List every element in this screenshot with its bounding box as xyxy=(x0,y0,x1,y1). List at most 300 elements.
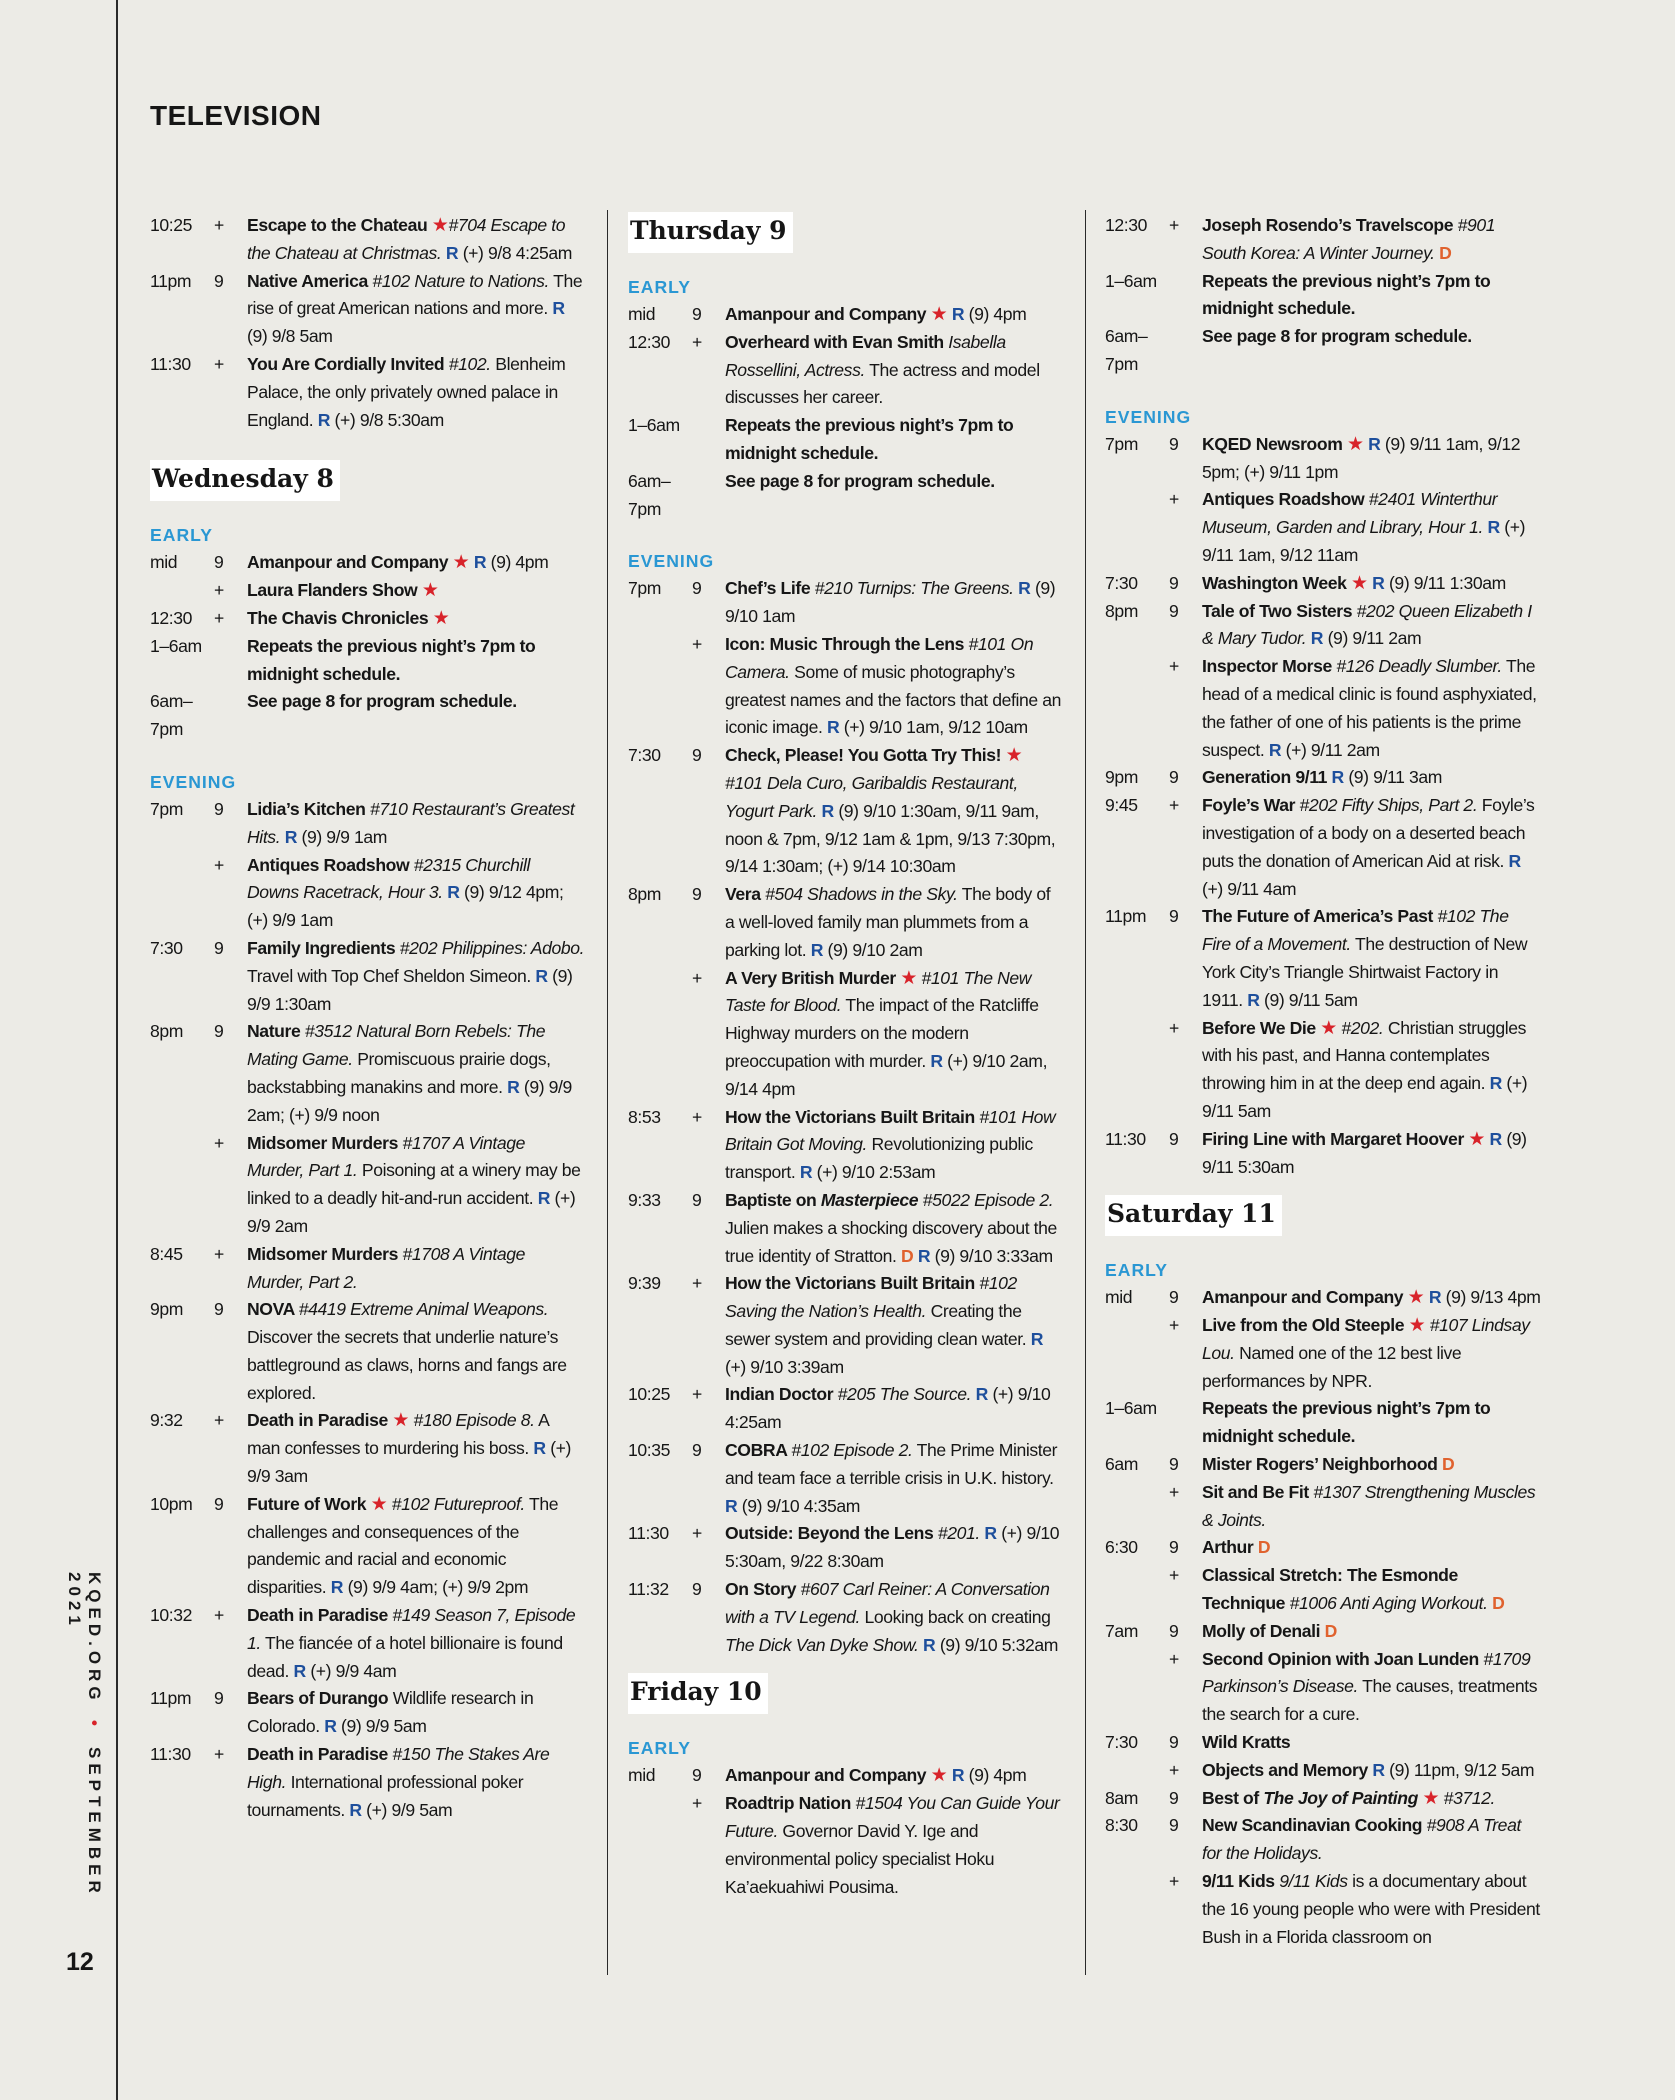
schedule-entry xyxy=(628,329,1064,412)
schedule-entry xyxy=(1105,212,1541,268)
program-description xyxy=(725,1187,1064,1270)
schedule-entry xyxy=(628,1104,1064,1187)
air-time: 10:25 xyxy=(628,1384,671,1405)
program-title: Antiques Roadshow xyxy=(247,854,414,875)
star-icon: ★ xyxy=(431,215,449,236)
rerun-badge: R xyxy=(1018,578,1031,599)
schedule-entry xyxy=(628,1790,1064,1901)
rerun-badge: R xyxy=(330,1577,344,1598)
episode-title: #1504 You Can Guide Your Future. xyxy=(725,1793,1060,1842)
program-title: New Scandinavian Cooking xyxy=(1202,1815,1427,1836)
description-text: (9) 9/11 1am, 9/12 5pm; (+) 9/11 1pm xyxy=(1202,433,1521,482)
schedule-entry xyxy=(628,1381,1064,1437)
channel: 9 xyxy=(1169,572,1179,593)
episode-title: #102 The Fire of a Movement. xyxy=(1202,906,1509,955)
program-title: Escape to the Chateau xyxy=(247,215,432,235)
program-description xyxy=(1202,903,1541,1014)
rerun-badge: R xyxy=(799,1162,813,1183)
description-text: (+) 9/10 3:39am xyxy=(725,1356,844,1377)
channel: 9 xyxy=(692,1440,702,1461)
star-icon: ★ xyxy=(1351,572,1368,594)
channel: 9 xyxy=(692,1765,702,1786)
program-description xyxy=(1202,431,1541,487)
schedule-column-3 xyxy=(1105,212,1541,1951)
program-description xyxy=(725,1762,1064,1790)
description-text: (9) 9/9 5am xyxy=(336,1716,427,1737)
program-title: Bears of Durango xyxy=(247,1688,393,1709)
episode-title: #2315 Churchill Downs Racetrack, Hour 3. xyxy=(247,854,531,903)
program-description xyxy=(247,852,586,935)
channel: + xyxy=(1169,489,1179,510)
program-description xyxy=(1202,1785,1541,1813)
program-title: Amanpour and Company xyxy=(725,304,931,324)
spacer xyxy=(628,1659,1064,1673)
description-text: (9) 9/11 5:30am xyxy=(1202,1128,1527,1177)
description-text: (+) 9/10 1am, 9/12 10am xyxy=(839,717,1028,738)
episode-title: #107 Lindsay Lou. xyxy=(1202,1315,1530,1363)
schedule-entry xyxy=(1105,1015,1541,1126)
program-description xyxy=(725,965,1064,1104)
program-title: Joseph Rosendo’s Travelscope xyxy=(1202,215,1458,235)
schedule-entry xyxy=(1105,653,1541,764)
channel: 9 xyxy=(692,578,702,599)
description-text: A man confesses to murdering his boss. xyxy=(247,1410,549,1459)
channel: + xyxy=(214,353,224,374)
episode-title: #149 Season 7, Episode 1. xyxy=(247,1605,576,1653)
program-title: The Future of America’s Past xyxy=(1202,906,1438,927)
channel: 9 xyxy=(1169,1287,1179,1308)
air-time xyxy=(1105,653,1169,764)
channel: 9 xyxy=(1169,1537,1179,1558)
program-description xyxy=(247,1407,586,1490)
star-icon: ★ xyxy=(1346,433,1364,455)
air-time: 1–6am xyxy=(150,635,202,656)
schedule-column-1 xyxy=(150,212,586,1824)
air-time: 7:30 xyxy=(1105,572,1138,593)
air-time: 8:45 xyxy=(150,1243,183,1264)
description-text: (+) 9/10 4:25am xyxy=(725,1384,1051,1433)
channel: + xyxy=(1169,215,1179,235)
channel: + xyxy=(214,1605,224,1626)
schedule-entry xyxy=(1105,1534,1541,1562)
episode-title: #180 Episode 8. xyxy=(408,1410,535,1431)
channel: 9 xyxy=(1169,1454,1179,1475)
description-text: The Prime Minister and team face a terrible crisis in U.K. history. xyxy=(725,1440,1058,1488)
spacer xyxy=(628,523,1064,549)
rerun-badge: R xyxy=(810,939,824,960)
rerun-badge: R xyxy=(445,242,459,263)
program-title: Death in Paradise xyxy=(247,1744,393,1765)
channel xyxy=(214,688,247,744)
program-title: Generation 9/11 xyxy=(1202,767,1332,788)
air-time: 6am xyxy=(1105,1454,1139,1475)
rerun-badge: R xyxy=(1508,850,1521,871)
description-text: (+) 9/10 2am, 9/14 4pm xyxy=(725,1050,1048,1099)
program-title: KQED Newsroom xyxy=(1202,433,1347,454)
channel: 9 xyxy=(1169,1815,1179,1836)
column-divider xyxy=(1085,210,1086,1975)
schedule-entry xyxy=(628,742,1064,881)
rerun-badge: R xyxy=(1030,1328,1044,1349)
schedule-entry xyxy=(1105,598,1541,654)
schedule-entry xyxy=(150,1741,586,1824)
program-description xyxy=(1202,1126,1541,1182)
rerun-badge: R xyxy=(317,409,331,430)
rerun-badge: R xyxy=(552,298,565,319)
description-text: (+) 9/11 4am xyxy=(1202,878,1297,899)
program-title: Nature xyxy=(247,1021,305,1042)
description-text: (+) 9/9 4am xyxy=(305,1660,397,1681)
air-time: 7:30 xyxy=(1105,1732,1138,1753)
program-description xyxy=(247,1685,586,1741)
described-badge: D xyxy=(1439,242,1452,263)
program-description xyxy=(725,412,1064,468)
schedule-entry xyxy=(628,1187,1064,1270)
episode-title: #901 South Korea: A Winter Journey. xyxy=(1202,215,1496,263)
schedule-entry xyxy=(1105,1868,1541,1951)
episode-title: #5022 Episode 2. xyxy=(918,1189,1054,1210)
schedule-column-2 xyxy=(628,212,1064,1901)
channel: 9 xyxy=(692,745,702,766)
program-title: Roadtrip Nation xyxy=(725,1793,856,1814)
rerun-badge: R xyxy=(1489,1128,1502,1149)
program-description xyxy=(247,1018,586,1129)
program-title: Future of Work xyxy=(247,1493,371,1514)
air-time xyxy=(1105,1868,1169,1951)
folio-site: KQED.ORG xyxy=(85,1572,104,1705)
description-text: (9) 9/9 4am; (+) 9/9 2pm xyxy=(343,1577,529,1598)
description-text: The body of a well-loved family man plummets from a parking lot. xyxy=(725,884,1051,960)
schedule-entry xyxy=(150,212,586,268)
program-description xyxy=(247,577,586,605)
description-text: The fiancée of a hotel billionaire is found dead. xyxy=(247,1632,563,1681)
description-text: (9) 9/10 3:33am xyxy=(930,1245,1053,1266)
episode-title: #202 Philippines: Adobo. xyxy=(399,937,585,958)
rerun-badge: R xyxy=(923,1634,936,1655)
air-time xyxy=(150,852,214,935)
described-badge: D xyxy=(1257,1537,1271,1558)
air-time: 6am–7pm xyxy=(150,691,193,740)
star-icon: ★ xyxy=(392,1410,409,1432)
program-title: Amanpour and Company xyxy=(247,552,453,573)
program-description xyxy=(725,301,1064,329)
air-time: 10:32 xyxy=(150,1605,193,1626)
channel: 9 xyxy=(1169,433,1179,454)
program-description xyxy=(247,688,586,744)
channel xyxy=(692,468,725,524)
description-text: (+) 9/9 3am xyxy=(247,1438,571,1487)
program-description xyxy=(247,1130,586,1241)
program-title: Firing Line with Margaret Hoover xyxy=(1202,1128,1469,1149)
described-badge: D xyxy=(1324,1620,1337,1641)
episode-title: #704 Escape to the Chateau at Christmas. xyxy=(247,215,566,263)
description-text: Revolutionizing public transport. xyxy=(725,1134,1033,1183)
schedule-entry xyxy=(1105,323,1541,379)
description-text: (9) 9/9 2am; (+) 9/9 noon xyxy=(247,1076,572,1125)
channel xyxy=(1169,323,1202,379)
channel: + xyxy=(214,1410,224,1431)
episode-title: #101 The New Taste for Blood. xyxy=(725,967,1032,1016)
channel: + xyxy=(1169,1315,1179,1336)
channel: 9 xyxy=(1169,906,1179,927)
air-time: 9pm xyxy=(150,1299,184,1320)
description-text: Looking back on creating xyxy=(860,1606,1051,1627)
schedule-entry xyxy=(628,1576,1064,1659)
rerun-badge: R xyxy=(930,1050,943,1071)
program-title: The Joy of Painting xyxy=(1263,1787,1418,1808)
program-title: How the Victorians Built Britain xyxy=(725,1273,980,1294)
air-time xyxy=(150,1130,214,1241)
episode-title: #102. xyxy=(448,353,491,374)
program-title: Inspector Morse xyxy=(1202,656,1337,677)
program-title: Repeats the previous night’s 7pm to midnight schedule. xyxy=(247,635,536,684)
channel: + xyxy=(214,1243,224,1264)
schedule-entry xyxy=(1105,1618,1541,1646)
program-title: See page 8 for program schedule. xyxy=(1202,326,1472,347)
description-text: The actress and model discusses her career. xyxy=(725,359,1040,408)
air-time xyxy=(1105,1312,1169,1395)
program-title: Second Opinion with Joan Lunden xyxy=(1202,1648,1484,1669)
channel: 9 xyxy=(692,304,702,324)
air-time xyxy=(1105,1015,1169,1126)
air-time xyxy=(1105,1757,1169,1785)
program-description xyxy=(247,605,586,633)
episode-title: #202 Queen Elizabeth I & Mary Tudor. xyxy=(1202,600,1532,649)
rerun-badge: R xyxy=(975,1384,988,1405)
program-description xyxy=(1202,1015,1541,1126)
description-text: Travel with Top Chef Sheldon Simeon. xyxy=(247,965,536,986)
episode-title: #102 Saving the Nation’s Health. xyxy=(725,1273,1017,1322)
air-time: 8am xyxy=(1105,1787,1139,1808)
program-description xyxy=(247,633,586,689)
rerun-badge: R xyxy=(1268,739,1282,760)
rerun-badge: R xyxy=(917,1245,931,1266)
episode-title: #126 Deadly Slumber. xyxy=(1336,656,1502,677)
spacer xyxy=(150,744,586,770)
description-text: The impact of the Ratcliffe Highway murders on the modern preoccupation with murder. xyxy=(725,995,1039,1071)
air-time xyxy=(1105,1646,1169,1729)
star-icon: ★ xyxy=(930,304,948,325)
program-description xyxy=(725,1437,1064,1520)
episode-title: #150 The Stakes Are High. xyxy=(247,1744,550,1792)
schedule-entry xyxy=(150,1407,586,1490)
program-description xyxy=(725,575,1064,631)
schedule-entry xyxy=(150,688,586,744)
episode-title: #205 The Source. xyxy=(837,1384,972,1405)
channel: 9 xyxy=(214,1021,224,1042)
air-time xyxy=(1105,1479,1169,1535)
channel: 9 xyxy=(692,1189,702,1210)
program-title: Chef’s Life xyxy=(725,578,815,599)
program-description xyxy=(247,796,586,852)
day-heading: Wednesday 8 xyxy=(150,460,340,501)
description-text: Wildlife research in Colorado. xyxy=(247,1688,534,1737)
air-time: mid xyxy=(1105,1287,1133,1308)
program-title: Sit and Be Fit xyxy=(1202,1481,1314,1502)
description-text: (9) 9/11 1:30am xyxy=(1384,572,1506,593)
episode-title: #101 How Britain Got Moving. xyxy=(725,1106,1056,1155)
schedule-entry xyxy=(150,1296,586,1407)
program-title: Before We Die xyxy=(1202,1017,1321,1038)
rerun-badge: R xyxy=(1428,1287,1442,1308)
program-description xyxy=(1202,1395,1541,1451)
program-title: Outside: Beyond the Lens xyxy=(725,1523,938,1544)
program-description xyxy=(1202,1618,1541,1646)
spacer xyxy=(1105,1181,1541,1195)
air-time: 8pm xyxy=(150,1021,184,1042)
description-text: Julien makes a shocking discovery about the true identity of Stratton. xyxy=(725,1217,1057,1266)
description-text: (9) 9/10 1am xyxy=(725,578,1056,627)
episode-title: #202 Fifty Ships, Part 2. xyxy=(1299,795,1478,816)
channel: + xyxy=(1169,656,1179,677)
air-time: 11:30 xyxy=(150,353,191,374)
schedule-entry xyxy=(1105,486,1541,569)
program-description xyxy=(1202,212,1541,268)
channel: 9 xyxy=(692,1579,702,1600)
schedule-entry xyxy=(150,1602,586,1685)
description-text: (+) 9/9 5am xyxy=(361,1799,453,1820)
description-text: (+) 9/11 2am xyxy=(1281,739,1380,760)
day-heading: Friday 10 xyxy=(628,1673,768,1714)
rerun-badge: R xyxy=(284,826,298,847)
air-time: 6:30 xyxy=(1105,1537,1138,1558)
program-title: On Story xyxy=(725,1579,801,1600)
episode-title: #210 Turnips: The Greens. xyxy=(814,578,1014,599)
program-description xyxy=(247,212,586,268)
program-title: How the Victorians Built Britain xyxy=(725,1106,980,1127)
program-description xyxy=(1202,653,1541,764)
star-icon: ★ xyxy=(1468,1128,1486,1150)
episode-title: #1707 A Vintage Murder, Part 1. xyxy=(247,1132,525,1181)
program-title: Antiques Roadshow xyxy=(1202,489,1369,510)
description-text: Promiscuous prairie dogs, backstabbing manakins and more. xyxy=(247,1049,551,1097)
schedule-entry xyxy=(150,796,586,852)
program-title: You Are Cordially Invited xyxy=(247,353,449,374)
air-time: 8:53 xyxy=(628,1106,661,1127)
program-title: Objects and Memory xyxy=(1202,1759,1373,1780)
schedule-entry xyxy=(1105,268,1541,324)
episode-title: 9/11 Kids xyxy=(1279,1871,1348,1892)
time-block-heading: EARLY xyxy=(1105,1260,1169,1281)
channel: + xyxy=(692,331,702,352)
schedule-entry xyxy=(1105,764,1541,792)
episode-title: #101 On Camera. xyxy=(725,633,1034,682)
rerun-badge: R xyxy=(1489,1073,1502,1094)
description-text: (9) 9/11 3am xyxy=(1343,767,1442,788)
rerun-badge: R xyxy=(1487,517,1500,538)
description-text: (9) 9/10 5:32am xyxy=(935,1634,1059,1655)
episode-title: #3712. xyxy=(1439,1787,1496,1808)
description-text: The destruction of New York City’s Triangle Shirtwaist Factory in 1911. xyxy=(1202,934,1528,1010)
program-description xyxy=(1202,570,1541,598)
program-title: Tale of Two Sisters xyxy=(1202,600,1357,621)
episode-title: #102 Nature to Nations. xyxy=(372,270,550,291)
rerun-badge: R xyxy=(826,717,840,738)
program-description xyxy=(1202,1534,1541,1562)
schedule-entry xyxy=(1105,1126,1541,1182)
program-description xyxy=(1202,323,1541,379)
description-text: Creating the sewer system and providing clean water. xyxy=(725,1301,1031,1349)
spacer xyxy=(150,434,586,460)
day-heading-wrap xyxy=(628,212,1064,275)
rerun-badge: R xyxy=(951,1765,965,1786)
description-text: (9) 11pm, 9/12 5am xyxy=(1384,1759,1535,1780)
program-description xyxy=(247,1491,586,1602)
star-icon: ★ xyxy=(1408,1315,1426,1337)
schedule-entry xyxy=(1105,1395,1541,1451)
description-text: (9) 9/13 4pm xyxy=(1441,1287,1541,1308)
schedule-entry xyxy=(1105,1785,1541,1813)
program-title: Foyle’s War xyxy=(1202,795,1300,816)
channel: + xyxy=(214,1744,224,1765)
program-title: 9/11 Kids xyxy=(1202,1871,1280,1892)
time-block-heading: EARLY xyxy=(628,1738,692,1759)
schedule-entry xyxy=(1105,1757,1541,1785)
schedule-entry xyxy=(628,575,1064,631)
program-title: Death in Paradise xyxy=(247,1605,393,1626)
air-time: 1–6am xyxy=(1105,270,1157,291)
schedule-entry xyxy=(150,1241,586,1297)
air-time: 12:30 xyxy=(150,607,193,628)
program-description xyxy=(247,935,586,1018)
program-title: Midsomer Murders xyxy=(247,1243,403,1264)
program-title: See page 8 for program schedule. xyxy=(247,691,517,712)
rerun-badge: R xyxy=(537,1188,551,1209)
channel: 9 xyxy=(1169,767,1179,788)
day-heading-wrap xyxy=(1105,1195,1541,1258)
channel: 9 xyxy=(1169,600,1179,621)
air-time: 7pm xyxy=(150,798,184,819)
program-title: NOVA xyxy=(247,1299,299,1320)
program-title: Family Ingredients xyxy=(247,937,400,958)
description-text: The rise of great American nations and more. xyxy=(247,270,583,319)
air-time: 10:25 xyxy=(150,215,193,235)
program-description xyxy=(1202,764,1541,792)
air-time: 11:30 xyxy=(150,1744,191,1765)
program-description xyxy=(1202,1646,1541,1729)
channel: + xyxy=(692,1384,702,1405)
description-text: Some of music photography’s greatest names and the factors that define an iconic image. xyxy=(725,661,1062,738)
program-title: Amanpour and Company xyxy=(725,1765,931,1786)
channel: + xyxy=(692,1793,702,1814)
description-text: (+) 9/10 2:53am xyxy=(812,1162,936,1183)
air-time: mid xyxy=(628,304,656,324)
episode-title: #607 Carl Reiner: A Conversation with a TV Legend. xyxy=(725,1579,1050,1627)
description-text: (9) 9/10 1:30am, 9/11 9am, noon & 7pm, 9/12 1am & 1pm, 9/13 7:30pm, 9/14 1:30am; (+) 9/14 10:30am xyxy=(725,800,1056,877)
schedule-entry xyxy=(150,351,586,434)
program-description xyxy=(247,268,586,351)
schedule-entry xyxy=(1105,1312,1541,1395)
air-time: 11:32 xyxy=(628,1579,669,1600)
time-block-heading: EVENING xyxy=(628,551,715,572)
program-description xyxy=(725,468,1064,524)
program-description xyxy=(725,1576,1064,1659)
channel: + xyxy=(1169,1648,1179,1669)
program-title: COBRA xyxy=(725,1440,792,1461)
channel: + xyxy=(1169,1565,1179,1586)
schedule-entry xyxy=(150,633,586,689)
rerun-badge: R xyxy=(535,965,548,986)
program-description xyxy=(1202,792,1541,903)
time-block-heading: EARLY xyxy=(628,277,692,297)
program-description xyxy=(247,1741,586,1824)
air-time: 12:30 xyxy=(1105,215,1148,235)
schedule-entry xyxy=(628,1437,1064,1520)
episode-title: #2401 Winterthur Museum, Garden and Library, Hour 1. xyxy=(1202,489,1498,538)
episode-title: #202. xyxy=(1336,1017,1384,1038)
description-text: Blenheim Palace, the only privately owned palace in England. xyxy=(247,353,566,430)
air-time: 11pm xyxy=(1105,906,1147,927)
